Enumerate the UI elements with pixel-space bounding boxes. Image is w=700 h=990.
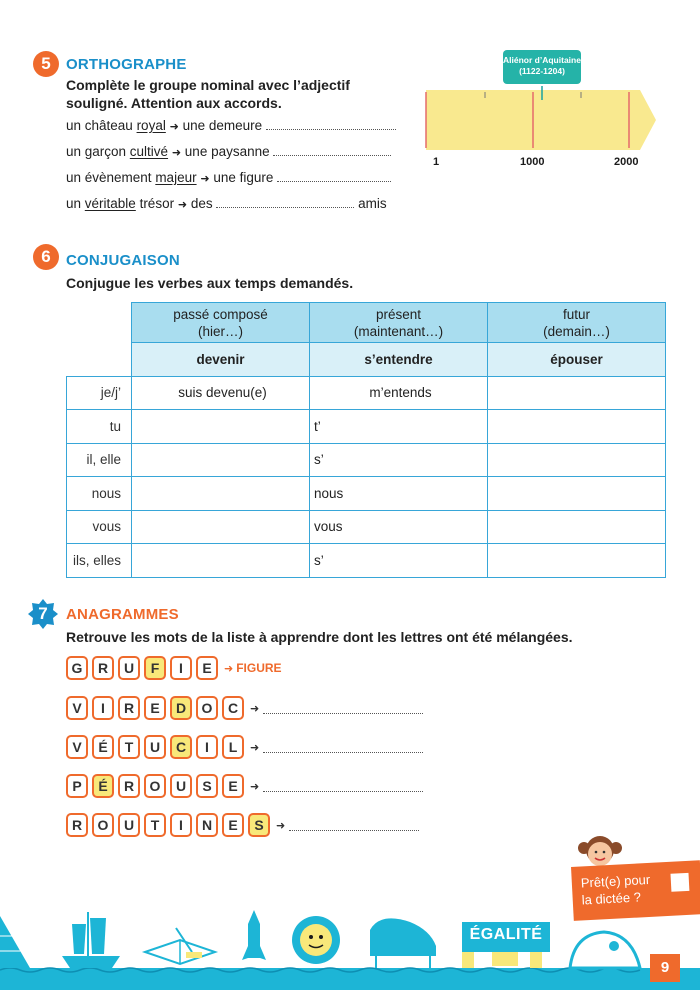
verb-sentendre: s’entendre: [310, 343, 488, 377]
pronoun-cell: ils, elles: [67, 544, 132, 578]
answer-blank[interactable]: [266, 119, 396, 130]
letter-tile: E: [196, 656, 218, 680]
answer-cell-present[interactable]: s’: [310, 544, 488, 578]
section-title-orthographe: ORTHOGRAPHE: [66, 56, 187, 73]
letter-tile: S: [248, 813, 270, 837]
header-passe-compose: passé composé (hier…): [132, 303, 310, 343]
table-row: [67, 510, 666, 544]
answer-cell-present[interactable]: t’: [310, 410, 488, 444]
answer-cell-pc[interactable]: [132, 510, 310, 544]
letter-tile: R: [92, 656, 114, 680]
letter-tile: U: [144, 735, 166, 759]
answer-cell-pc[interactable]: [132, 410, 310, 444]
letter-tile: V: [66, 735, 88, 759]
arrow-icon: ➜: [224, 662, 234, 675]
arrow-icon: ➜: [250, 702, 260, 715]
arrow-icon: ➜: [169, 121, 179, 133]
letter-tile: I: [170, 813, 192, 837]
timeline-label-2000: 2000: [614, 156, 639, 168]
table-row: [67, 410, 666, 444]
letter-tile: G: [66, 656, 88, 680]
letter-tile: I: [196, 735, 218, 759]
exercise-6-instruction: Conjugue les verbes aux temps demandés.: [66, 275, 354, 291]
orthographe-line-2: un garçon cultivé ➜ une paysanne: [66, 144, 391, 159]
arrow-icon: ➜: [276, 819, 286, 832]
arrow-icon: ➜: [171, 147, 182, 159]
answer-blank[interactable]: [273, 145, 391, 156]
anagram-row: [66, 696, 423, 720]
letter-tile: I: [170, 656, 192, 680]
arrow-icon: ➜: [250, 741, 260, 754]
anagram-row: [66, 774, 423, 798]
answer-cell-present[interactable]: nous: [310, 477, 488, 511]
answer-cell-pc[interactable]: [132, 477, 310, 511]
letter-tile: U: [170, 774, 192, 798]
table-row: [67, 443, 666, 477]
pronoun-cell: nous: [67, 477, 132, 511]
verb-devenir: devenir: [132, 343, 310, 377]
table-row: [67, 376, 666, 410]
answer-cell-futur[interactable]: [488, 544, 666, 578]
answer-cell-pc[interactable]: [132, 443, 310, 477]
section-title-anagrammes: ANAGRAMMES: [66, 606, 179, 623]
arrow-icon: ➜: [250, 780, 260, 793]
answer-blank[interactable]: [277, 171, 391, 182]
answer-blank[interactable]: [263, 741, 423, 753]
letter-tile: E: [222, 774, 244, 798]
answer-blank[interactable]: [263, 702, 423, 714]
answer-cell-pc[interactable]: [132, 544, 310, 578]
answer-cell-futur[interactable]: [488, 410, 666, 444]
page-number: 9: [650, 954, 680, 982]
letter-tile: N: [196, 813, 218, 837]
timeline-label-1: 1: [433, 156, 440, 168]
letter-tile: E: [144, 696, 166, 720]
answer-cell-present[interactable]: vous: [310, 510, 488, 544]
letter-tile: R: [118, 696, 140, 720]
exercise-number-7: 7: [28, 599, 58, 629]
orthographe-line-1: un château royal ➜ une demeure: [66, 118, 396, 133]
letter-tile: O: [196, 696, 218, 720]
answer-blank[interactable]: [263, 780, 423, 792]
letter-tile: C: [222, 696, 244, 720]
table-row: [67, 544, 666, 578]
letter-tile: F: [144, 656, 166, 680]
answer-cell-futur[interactable]: [488, 510, 666, 544]
orthographe-line-3: un évènement majeur ➜ une figure: [66, 170, 391, 185]
answer-blank[interactable]: [216, 197, 354, 208]
letter-tile: O: [144, 774, 166, 798]
dictee-checkbox[interactable]: [670, 873, 689, 892]
letter-tile: C: [170, 735, 192, 759]
header-present: présent (maintenant…): [310, 303, 488, 343]
answer-cell-present[interactable]: s’: [310, 443, 488, 477]
arrow-icon: ➜: [177, 199, 188, 211]
answer-blank[interactable]: [289, 819, 419, 831]
footer-decor-graphic: [0, 906, 700, 990]
exercise-number-5: 5: [33, 51, 59, 77]
anagram-row: [66, 735, 423, 759]
letter-tile: E: [222, 813, 244, 837]
answer-cell-futur[interactable]: [488, 443, 666, 477]
letter-tile: I: [92, 696, 114, 720]
dictee-badge: Prêt(e) pour la dictée ?: [571, 860, 700, 921]
letter-tile: É: [92, 735, 114, 759]
letter-tile: O: [92, 813, 114, 837]
letter-tile: T: [118, 735, 140, 759]
pronoun-cell: vous: [67, 510, 132, 544]
arrow-icon: ➜: [200, 173, 210, 185]
anagram-row: [66, 656, 282, 680]
letter-tile: P: [66, 774, 88, 798]
anagram-answer: FIGURE: [236, 661, 282, 675]
letter-tile: R: [118, 774, 140, 798]
letter-tile: D: [170, 696, 192, 720]
letter-tile: T: [144, 813, 166, 837]
timeline-label-1000: 1000: [520, 156, 545, 168]
answer-cell-present[interactable]: m’entends: [310, 376, 488, 410]
letter-tile: R: [66, 813, 88, 837]
section-title-conjugaison: CONJUGAISON: [66, 252, 180, 269]
timeline-tag: Aliénor d’Aquitaine (1122-1204): [503, 55, 581, 76]
pronoun-cell: je/j’: [67, 376, 132, 410]
conjugation-table: [66, 302, 666, 578]
header-futur: futur (demain…): [488, 303, 666, 343]
exercise-7-instruction: Retrouve les mots de la liste à apprendre dont les lettres ont été mélangées.: [66, 629, 573, 645]
table-row: [67, 477, 666, 511]
answer-cell-pc[interactable]: suis devenu(e): [132, 376, 310, 410]
letter-tile: L: [222, 735, 244, 759]
letter-tile: U: [118, 656, 140, 680]
footer-illustration: [0, 906, 700, 990]
letter-tile: É: [92, 774, 114, 798]
answer-cell-futur[interactable]: [488, 477, 666, 511]
answer-cell-futur[interactable]: [488, 376, 666, 410]
anagram-row: [66, 813, 419, 837]
pronoun-cell: tu: [67, 410, 132, 444]
verb-epouser: épouser: [488, 343, 666, 377]
pronoun-cell: il, elle: [67, 443, 132, 477]
egalite-sign-text: ÉGALITÉ: [469, 926, 543, 943]
orthographe-line-4: un véritable trésor ➜ des amis: [66, 196, 387, 211]
letter-tile: S: [196, 774, 218, 798]
exercise-number-6: 6: [33, 244, 59, 270]
letter-tile: V: [66, 696, 88, 720]
exercise-5-instruction: Complète le groupe nominal avec l’adjectif souligné. Attention aux accords.: [66, 77, 350, 111]
timeline: [424, 48, 664, 178]
letter-tile: U: [118, 813, 140, 837]
